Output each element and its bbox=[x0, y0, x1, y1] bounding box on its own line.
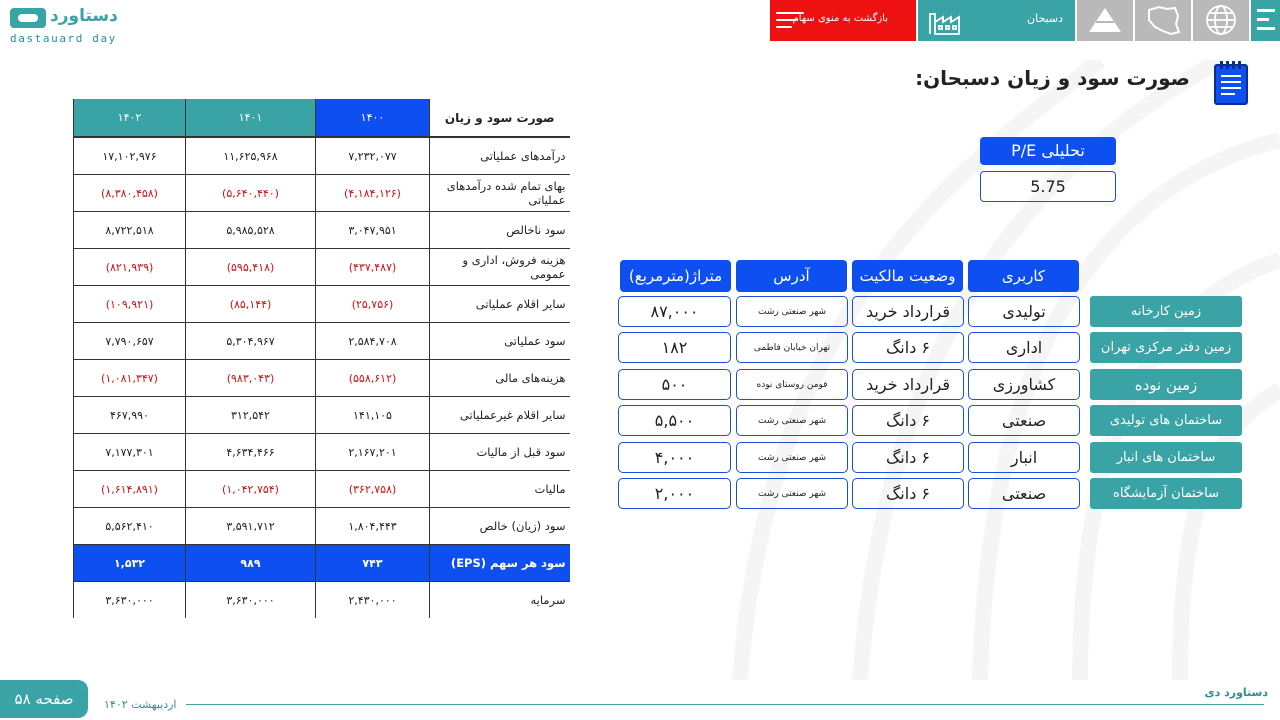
property-area: ۵,۵۰۰ bbox=[618, 405, 731, 436]
property-ownership: ۶ دانگ bbox=[852, 442, 964, 473]
factory-icon bbox=[928, 6, 962, 36]
value-1402: ۷,۷۹۰,۶۵۷ bbox=[74, 323, 186, 360]
page-title: صورت سود و زیان دسبحان: bbox=[915, 66, 1190, 90]
table-row-eps bbox=[74, 545, 570, 582]
row-label: سود قبل از مالیات bbox=[430, 434, 570, 471]
value-1402: ۱۷,۱۰۲,۹۷۶ bbox=[74, 137, 186, 175]
property-ownership: ۶ دانگ bbox=[852, 332, 964, 363]
company-button[interactable] bbox=[918, 0, 1075, 41]
property-area: ۴,۰۰۰ bbox=[618, 442, 731, 473]
property-header-area: متراژ(مترمربع) bbox=[620, 260, 731, 292]
footer-divider bbox=[186, 704, 1264, 705]
map-icon bbox=[1135, 0, 1191, 41]
table-row bbox=[74, 360, 570, 397]
value-1400: (۲۵,۷۵۶) bbox=[316, 286, 430, 323]
iran-map-nav-button[interactable] bbox=[1135, 0, 1191, 41]
property-header-address: آدرس bbox=[736, 260, 847, 292]
property-address: شهر صنعتی رشت bbox=[736, 296, 848, 327]
table-row bbox=[74, 471, 570, 508]
brand-logo[interactable] bbox=[8, 6, 138, 46]
property-name: ساختمان های انبار bbox=[1090, 442, 1242, 473]
table-row bbox=[74, 212, 570, 249]
property-address: تهران خیابان فاطمی bbox=[736, 332, 848, 363]
pe-label: P/E تحلیلی bbox=[980, 137, 1116, 165]
value-1401: (۸۵,۱۴۴) bbox=[186, 286, 316, 323]
column-header-title: صورت سود و زیان bbox=[430, 99, 570, 137]
logo-text: دستاورد bbox=[50, 6, 118, 26]
value-1400: ۲,۱۶۷,۲۰۱ bbox=[316, 434, 430, 471]
property-area: ۲,۰۰۰ bbox=[618, 478, 731, 509]
value-1402: ۵,۵۶۲,۴۱۰ bbox=[74, 508, 186, 545]
row-label: مالیات bbox=[430, 471, 570, 508]
property-usage: تولیدی bbox=[968, 296, 1080, 327]
row-label: سود هر سهم (EPS) bbox=[430, 545, 570, 582]
value-1402: ۷,۱۷۷,۳۰۱ bbox=[74, 434, 186, 471]
value-1400: (۴,۱۸۴,۱۲۶) bbox=[316, 175, 430, 212]
value-1400: ۷۴۳ bbox=[316, 545, 430, 582]
income-statement-table bbox=[73, 99, 570, 618]
company-name: دسبحان bbox=[1027, 12, 1063, 25]
table-row bbox=[74, 323, 570, 360]
row-label: سرمایه bbox=[430, 582, 570, 619]
value-1400: ۲,۵۸۴,۷۰۸ bbox=[316, 323, 430, 360]
row-label: سایر اقلام عملیاتی bbox=[430, 286, 570, 323]
property-name: زمین کارخانه bbox=[1090, 296, 1242, 327]
value-1401: ۳۱۲,۵۴۲ bbox=[186, 397, 316, 434]
table-row bbox=[74, 175, 570, 212]
value-1402: (۸,۳۸۰,۴۵۸) bbox=[74, 175, 186, 212]
row-label: سود (زیان) خالص bbox=[430, 508, 570, 545]
property-name: ساختمان های تولیدی bbox=[1090, 405, 1242, 436]
column-header-1400: ۱۴۰۰ bbox=[316, 99, 430, 137]
row-label: هزینه‌های مالی bbox=[430, 360, 570, 397]
table-header-row bbox=[74, 99, 570, 137]
table-row bbox=[74, 286, 570, 323]
value-1401: ۵,۹۸۵,۵۲۸ bbox=[186, 212, 316, 249]
main-menu-button[interactable] bbox=[1251, 0, 1280, 41]
property-usage: انبار bbox=[968, 442, 1080, 473]
table-row bbox=[74, 434, 570, 471]
property-ownership: قرارداد خرید bbox=[852, 296, 964, 327]
property-ownership: ۶ دانگ bbox=[852, 478, 964, 509]
table-row bbox=[74, 582, 570, 619]
back-to-stocks-menu-button[interactable] bbox=[770, 0, 916, 41]
page-number-badge: صفحه ۵۸ bbox=[0, 680, 88, 718]
globe-nav-button[interactable] bbox=[1193, 0, 1249, 41]
value-1402: ۳,۶۳۰,۰۰۰ bbox=[74, 582, 186, 619]
value-1402: ۱,۵۳۲ bbox=[74, 545, 186, 582]
value-1402: (۸۲۱,۹۳۹) bbox=[74, 249, 186, 286]
value-1400: (۳۶۲,۷۵۸) bbox=[316, 471, 430, 508]
column-header-1402: ۱۴۰۲ bbox=[74, 99, 186, 137]
property-ownership: ۶ دانگ bbox=[852, 405, 964, 436]
property-usage: صنعتی bbox=[968, 405, 1080, 436]
property-usage: اداری bbox=[968, 332, 1080, 363]
property-usage: کشاورزی bbox=[968, 369, 1080, 400]
value-1402: ۸,۷۲۲,۵۱۸ bbox=[74, 212, 186, 249]
property-address: شهر صنعتی رشت bbox=[736, 405, 848, 436]
property-name: زمین دفتر مرکزی تهران bbox=[1090, 332, 1242, 363]
footer-brand: دستاورد دی bbox=[1204, 686, 1268, 699]
table-row bbox=[74, 137, 570, 175]
property-address: شهر صنعتی رشت bbox=[736, 442, 848, 473]
table-row bbox=[74, 249, 570, 286]
row-label: هزینه فروش، اداری و عمومی bbox=[430, 249, 570, 286]
row-label: سود ناخالص bbox=[430, 212, 570, 249]
value-1401: ۴,۶۳۴,۴۶۶ bbox=[186, 434, 316, 471]
value-1401: ۱۱,۶۲۵,۹۶۸ bbox=[186, 137, 316, 175]
row-label: سایر اقلام غیرعملیاتی bbox=[430, 397, 570, 434]
value-1400: ۷,۲۳۲,۰۷۷ bbox=[316, 137, 430, 175]
value-1400: ۱۴۱,۱۰۵ bbox=[316, 397, 430, 434]
column-header-1401: ۱۴۰۱ bbox=[186, 99, 316, 137]
value-1401: (۵,۶۴۰,۴۴۰) bbox=[186, 175, 316, 212]
property-header-usage: کاربری bbox=[968, 260, 1079, 292]
property-address: فومن روستای نوده bbox=[736, 369, 848, 400]
value-1400: ۲,۴۳۰,۰۰۰ bbox=[316, 582, 430, 619]
value-1401: (۹۸۳,۰۴۳) bbox=[186, 360, 316, 397]
property-name: زمین نوده bbox=[1090, 369, 1242, 400]
property-usage: صنعتی bbox=[968, 478, 1080, 509]
mountain-icon bbox=[1077, 0, 1133, 41]
document-icon bbox=[1213, 60, 1249, 106]
property-area: ۱۸۲ bbox=[618, 332, 731, 363]
property-header-ownership: وضعیت مالکیت bbox=[852, 260, 963, 292]
value-1402: (۱۰۹,۹۲۱) bbox=[74, 286, 186, 323]
value-1402: (۱,۰۸۱,۳۴۷) bbox=[74, 360, 186, 397]
value-1401: (۵۹۵,۴۱۸) bbox=[186, 249, 316, 286]
back-button-label: بازگشت به منوی سهام bbox=[792, 13, 888, 24]
logo-subtext: dastauard day bbox=[10, 32, 117, 45]
pe-value: 5.75 bbox=[980, 171, 1116, 202]
globe-icon bbox=[1193, 0, 1249, 41]
value-1400: ۱,۸۰۴,۴۴۳ bbox=[316, 508, 430, 545]
value-1400: (۵۵۸,۶۱۲) bbox=[316, 360, 430, 397]
value-1401: (۱,۰۴۲,۷۵۴) bbox=[186, 471, 316, 508]
industry-nav-button[interactable] bbox=[1077, 0, 1133, 41]
table-row bbox=[74, 508, 570, 545]
property-name: ساختمان آزمایشگاه bbox=[1090, 478, 1242, 509]
logo-mark-icon bbox=[10, 8, 46, 28]
value-1401: ۹۸۹ bbox=[186, 545, 316, 582]
value-1401: ۳,۵۹۱,۷۱۲ bbox=[186, 508, 316, 545]
property-ownership: قرارداد خرید bbox=[852, 369, 964, 400]
value-1400: (۴۳۷,۴۸۷) bbox=[316, 249, 430, 286]
value-1402: ۴۶۷,۹۹۰ bbox=[74, 397, 186, 434]
value-1401: ۵,۳۰۴,۹۶۷ bbox=[186, 323, 316, 360]
row-label: سود عملیاتی bbox=[430, 323, 570, 360]
value-1402: (۱,۶۱۴,۸۹۱) bbox=[74, 471, 186, 508]
table-row bbox=[74, 397, 570, 434]
value-1400: ۳,۰۴۷,۹۵۱ bbox=[316, 212, 430, 249]
property-area: ۸۷,۰۰۰ bbox=[618, 296, 731, 327]
row-label: بهای تمام شده درآمدهای عملیاتی bbox=[430, 175, 570, 212]
property-address: شهر صنعتی رشت bbox=[736, 478, 848, 509]
property-area: ۵۰۰ bbox=[618, 369, 731, 400]
value-1401: ۳,۶۳۰,۰۰۰ bbox=[186, 582, 316, 619]
footer-date: اردیبهشت ۱۴۰۲ bbox=[104, 698, 177, 711]
row-label: درآمدهای عملیاتی bbox=[430, 137, 570, 175]
